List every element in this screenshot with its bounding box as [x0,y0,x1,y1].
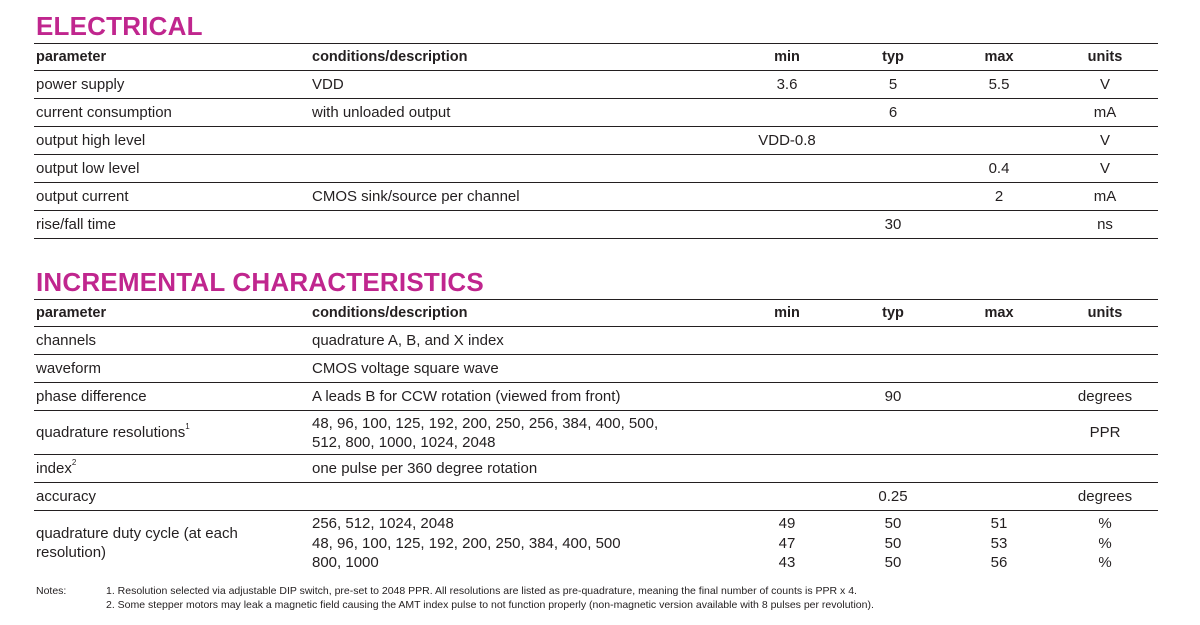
table-cell: output current [34,183,310,211]
electrical-section-title: ELECTRICAL [36,11,203,41]
table-cell [840,183,946,211]
table-cell [310,211,734,239]
table-cell [946,99,1052,127]
table-cell [734,511,840,576]
table-cell: V [1052,71,1158,99]
column-header: max [946,300,1052,327]
table-cell [734,383,840,411]
electrical-spec-table [34,43,1158,239]
column-header: units [1052,44,1158,71]
table-row [34,355,1158,383]
table-cell [310,483,734,511]
table-cell [34,355,310,383]
footnote-marker: 2 [71,458,77,467]
table-cell [310,127,734,155]
table-cell [1052,355,1158,383]
table-row [34,483,1158,511]
column-header: min [734,44,840,71]
table-cell: A leads B for CCW rotation (viewed from front) [310,383,734,411]
table-cell [34,411,310,455]
table-row [34,383,1158,411]
duty-cycle-value: 56 [990,554,1008,571]
table-row [34,327,1158,355]
table-cell: current consumption [34,99,310,127]
table-cell [946,127,1052,155]
table-cell: 5 [840,71,946,99]
parameter-label: quadrature resolutions [36,424,186,441]
parameter-label: accuracy [36,488,97,505]
duty-cycle-value: % [1098,554,1112,571]
table-cell [734,99,840,127]
table-cell: mA [1052,99,1158,127]
table-cell: output high level [34,127,310,155]
table-cell [946,455,1052,483]
duty-cycle-value: 47 [778,534,796,552]
table-cell: 90 [840,383,946,411]
table-cell: 30 [840,211,946,239]
duty-cycle-value: 49 [778,515,796,532]
duty-cycle-value: 50 [884,554,902,571]
table-cell: ns [1052,211,1158,239]
table-cell [734,355,840,383]
table-cell: 2 [946,183,1052,211]
duty-cycle-value: 256, 512, 1024, 2048 [312,515,454,532]
table-cell: quadrature A, B, and X index [310,327,734,355]
duty-cycle-value: 43 [778,554,796,571]
table-cell: degrees [1052,383,1158,411]
table-header-row [34,300,1158,327]
table-row [34,411,1158,455]
table-cell: 5.5 [946,71,1052,99]
column-header: typ [840,300,946,327]
table-cell: mA [1052,183,1158,211]
table-cell [310,155,734,183]
table-cell [734,155,840,183]
table-cell: PPR [1052,411,1158,455]
table-cell: 0.25 [840,483,946,511]
table-cell: V [1052,127,1158,155]
duty-cycle-value: 50 [884,515,902,532]
table-cell: 6 [840,99,946,127]
table-cell [840,127,946,155]
table-cell [734,211,840,239]
table-row [34,183,1158,211]
table-cell [1052,327,1158,355]
table-cell [840,155,946,183]
table-cell [946,511,1052,576]
table-cell [1052,511,1158,576]
notes-label: Notes: [36,585,67,597]
table-cell [840,355,946,383]
duty-cycle-value: 51 [990,515,1008,532]
table-cell [310,511,734,576]
table-cell [734,455,840,483]
table-cell [946,383,1052,411]
table-row [34,71,1158,99]
table-cell: V [1052,155,1158,183]
column-header: conditions/description [310,44,734,71]
table-cell: VDD [310,71,734,99]
parameter-label: waveform [36,360,102,377]
table-cell [34,483,310,511]
table-cell: one pulse per 360 degree rotation [310,455,734,483]
column-header: parameter [34,44,310,71]
column-header: min [734,300,840,327]
table-cell: rise/fall time [34,211,310,239]
table-cell [1052,455,1158,483]
table-cell [946,411,1052,455]
table-cell: 3.6 [734,71,840,99]
table-cell [34,383,310,411]
column-header: conditions/description [310,300,734,327]
table-cell: with unloaded output [310,99,734,127]
duty-cycle-value: 48, 96, 100, 125, 192, 200, 250, 384, 400, 500 [312,534,621,552]
parameter-label: index [36,460,72,477]
table-cell [840,455,946,483]
table-header-row [34,44,1158,71]
table-cell [34,455,310,483]
table-cell [840,411,946,455]
table-cell: output low level [34,155,310,183]
table-cell [734,411,840,455]
table-cell: CMOS sink/source per channel [310,183,734,211]
table-cell: 48, 96, 100, 125, 192, 200, 250, 256, 384, 400, 500, 512, 800, 1000, 1024, 2048 [310,411,734,455]
parameter-label: channels [36,332,97,349]
duty-cycle-value: 800, 1000 [312,554,379,571]
column-header: units [1052,300,1158,327]
footnote-2: 2. Some stepper motors may leak a magnetic field causing the AMT index pulse to not function properly (non-magnetic version available with 8 pulses per revolution). [106,599,874,611]
column-header: typ [840,44,946,71]
duty-cycle-value: 53 [990,534,1008,552]
table-cell [840,511,946,576]
table-cell [946,483,1052,511]
incremental-section-title: INCREMENTAL CHARACTERISTICS [36,267,484,297]
table-cell [734,483,840,511]
table-cell [946,211,1052,239]
duty-cycle-value: % [1098,534,1112,552]
table-cell: quadrature duty cycle (at each resolution) [36,525,238,562]
table-cell: 0.4 [946,155,1052,183]
duty-cycle-value: 50 [884,534,902,552]
duty-cycle-value: % [1098,515,1112,532]
table-cell [734,327,840,355]
table-cell: CMOS voltage square wave [310,355,734,383]
table-cell [946,355,1052,383]
column-header: parameter [34,300,310,327]
table-row [34,155,1158,183]
footnote-1: 1. Resolution selected via adjustable DIP switch, pre-set to 2048 PPR. All resolutions are listed as pre-quadrature, meaning the final number of counts is PPR x 4. [106,585,857,597]
table-row [34,127,1158,155]
table-row [34,511,1158,576]
parameter-label: phase difference [36,388,147,405]
table-cell [734,183,840,211]
footnote-marker: 1 [185,422,190,431]
table-cell: power supply [34,71,310,99]
table-cell [840,327,946,355]
table-row [34,211,1158,239]
table-row [34,99,1158,127]
column-header: max [946,44,1052,71]
table-cell [34,327,310,355]
table-cell [946,327,1052,355]
table-row [34,455,1158,483]
table-cell: VDD-0.8 [734,127,840,155]
incremental-spec-table [34,299,1158,576]
table-cell: degrees [1052,483,1158,511]
